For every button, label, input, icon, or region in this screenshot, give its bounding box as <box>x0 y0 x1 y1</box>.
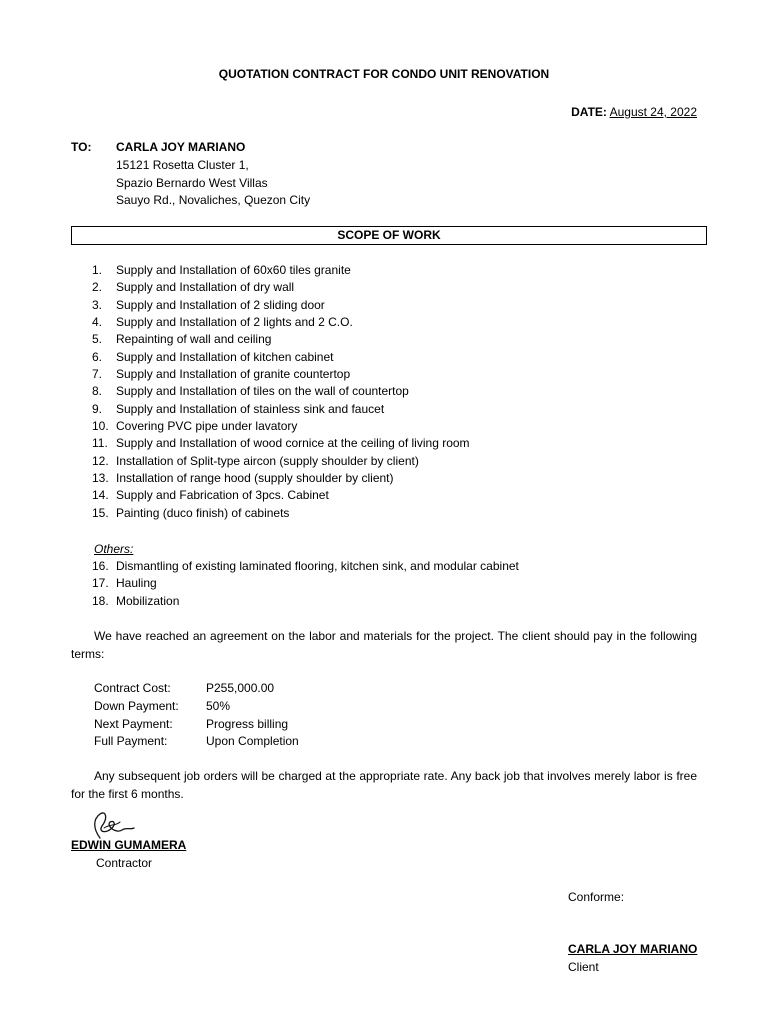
item-text: Supply and Fabrication of 3pcs. Cabinet <box>116 488 329 503</box>
item-text: Repainting of wall and ceiling <box>116 332 272 347</box>
client-role: Client <box>568 960 599 974</box>
scope-list <box>92 262 470 522</box>
contractor-name: EDWIN GUMAMERA <box>71 838 187 852</box>
recipient-address-line: Sauyo Rd., Novaliches, Quezon City <box>116 193 311 208</box>
scope-heading: SCOPE OF WORK <box>71 226 707 245</box>
item-number: 12. <box>92 453 109 468</box>
list-item <box>92 349 470 366</box>
item-number: 1. <box>92 263 103 277</box>
list-item <box>92 331 470 348</box>
item-text: Painting (duco finish) of cabinets <box>116 505 290 520</box>
item-text: Mobilization <box>116 593 180 608</box>
item-text: Supply and Installation of kitchen cabinet <box>116 349 334 364</box>
contractor-role: Contractor <box>96 856 153 870</box>
list-item <box>92 505 470 522</box>
list-item <box>92 366 470 383</box>
item-text: Supply and Installation of tiles on the wall of countertop <box>116 384 409 399</box>
list-item <box>92 418 470 435</box>
item-number: 16. <box>92 559 109 573</box>
item-text: Supply and Installation of stainless sink and faucet <box>116 401 385 416</box>
item-text: Covering PVC pipe under lavatory <box>116 419 298 434</box>
date-label: DATE: <box>571 105 607 119</box>
list-item <box>92 435 470 452</box>
date-value: August 24, 2022 <box>609 105 697 119</box>
payment-term-row <box>94 733 299 751</box>
item-text: Supply and Installation of dry wall <box>116 280 295 295</box>
others-label: Others: <box>94 542 134 556</box>
item-text: Supply and Installation of 60x60 tiles granite <box>116 263 351 277</box>
list-item <box>92 314 470 331</box>
item-number: 8. <box>92 384 103 399</box>
payment-term-label: Next Payment: <box>94 716 173 731</box>
client-name: CARLA JOY MARIANO <box>568 942 698 956</box>
item-text: Installation of Split-type aircon (supply shoulder by client) <box>116 453 419 468</box>
recipient-address-line: Spazio Bernardo West Villas <box>116 175 268 190</box>
item-number: 2. <box>92 280 103 295</box>
item-text: Installation of range hood (supply shoulder by client) <box>116 471 394 486</box>
item-number: 15. <box>92 505 109 520</box>
conforme-label: Conforme: <box>568 890 625 904</box>
payment-term-value: P255,000.00 <box>206 681 275 695</box>
item-text: Supply and Installation of wood cornice at the ceiling of living room <box>116 436 470 451</box>
item-number: 18. <box>92 593 109 608</box>
document-title: QUOTATION CONTRACT FOR CONDO UNIT RENOVATION <box>218 67 550 81</box>
list-item <box>92 262 470 279</box>
subsequent-paragraph: Any subsequent job orders will be charged at the appropriate rate. Any back job that involves merely labor is free for the first 6 months. <box>71 769 697 801</box>
list-item <box>92 593 519 610</box>
item-text: Hauling <box>116 576 157 591</box>
item-text: Supply and Installation of granite countertop <box>116 367 351 382</box>
recipient-name: CARLA JOY MARIANO <box>116 140 246 154</box>
item-number: 9. <box>92 401 103 416</box>
item-number: 13. <box>92 471 109 486</box>
list-item <box>92 487 470 504</box>
item-text: Supply and Installation of 2 sliding door <box>116 297 325 312</box>
list-item <box>92 453 470 470</box>
item-number: 14. <box>92 488 109 503</box>
payment-term-label: Down Payment: <box>94 698 179 713</box>
date-line <box>571 104 697 121</box>
item-number: 5. <box>92 332 103 347</box>
payment-term-row <box>94 698 299 716</box>
recipient-block <box>116 139 310 210</box>
agreement-paragraph: We have reached an agreement on the labor and materials for the project. The client should pay in the following terms: <box>71 629 697 661</box>
recipient-address-line: 15121 Rosetta Cluster 1, <box>116 157 249 172</box>
payment-term-value: Progress billing <box>206 716 289 731</box>
item-number: 6. <box>92 349 103 364</box>
payment-term-value: 50% <box>206 698 231 713</box>
others-list <box>92 558 519 610</box>
recipient-label: TO: <box>71 140 92 154</box>
item-text: Dismantling of existing laminated flooring, kitchen sink, and modular cabinet <box>116 559 519 573</box>
payment-term-row <box>94 680 299 698</box>
list-item <box>92 383 470 400</box>
list-item <box>92 279 470 296</box>
item-number: 10. <box>92 419 109 434</box>
payment-term-label: Contract Cost: <box>94 681 171 695</box>
payment-term-label: Full Payment: <box>94 734 168 749</box>
payment-term-value: Upon Completion <box>206 734 299 749</box>
payment-term-row <box>94 716 299 734</box>
item-number: 11. <box>92 436 108 451</box>
item-number: 3. <box>92 297 103 312</box>
list-item <box>92 401 470 418</box>
item-text: Supply and Installation of 2 lights and 2 C.O. <box>116 315 353 330</box>
list-item <box>92 558 519 575</box>
list-item <box>92 575 519 592</box>
payment-terms <box>94 680 299 751</box>
item-number: 17. <box>92 576 109 591</box>
list-item <box>92 297 470 314</box>
item-number: 7. <box>92 367 103 382</box>
item-number: 4. <box>92 315 103 330</box>
list-item <box>92 470 470 487</box>
